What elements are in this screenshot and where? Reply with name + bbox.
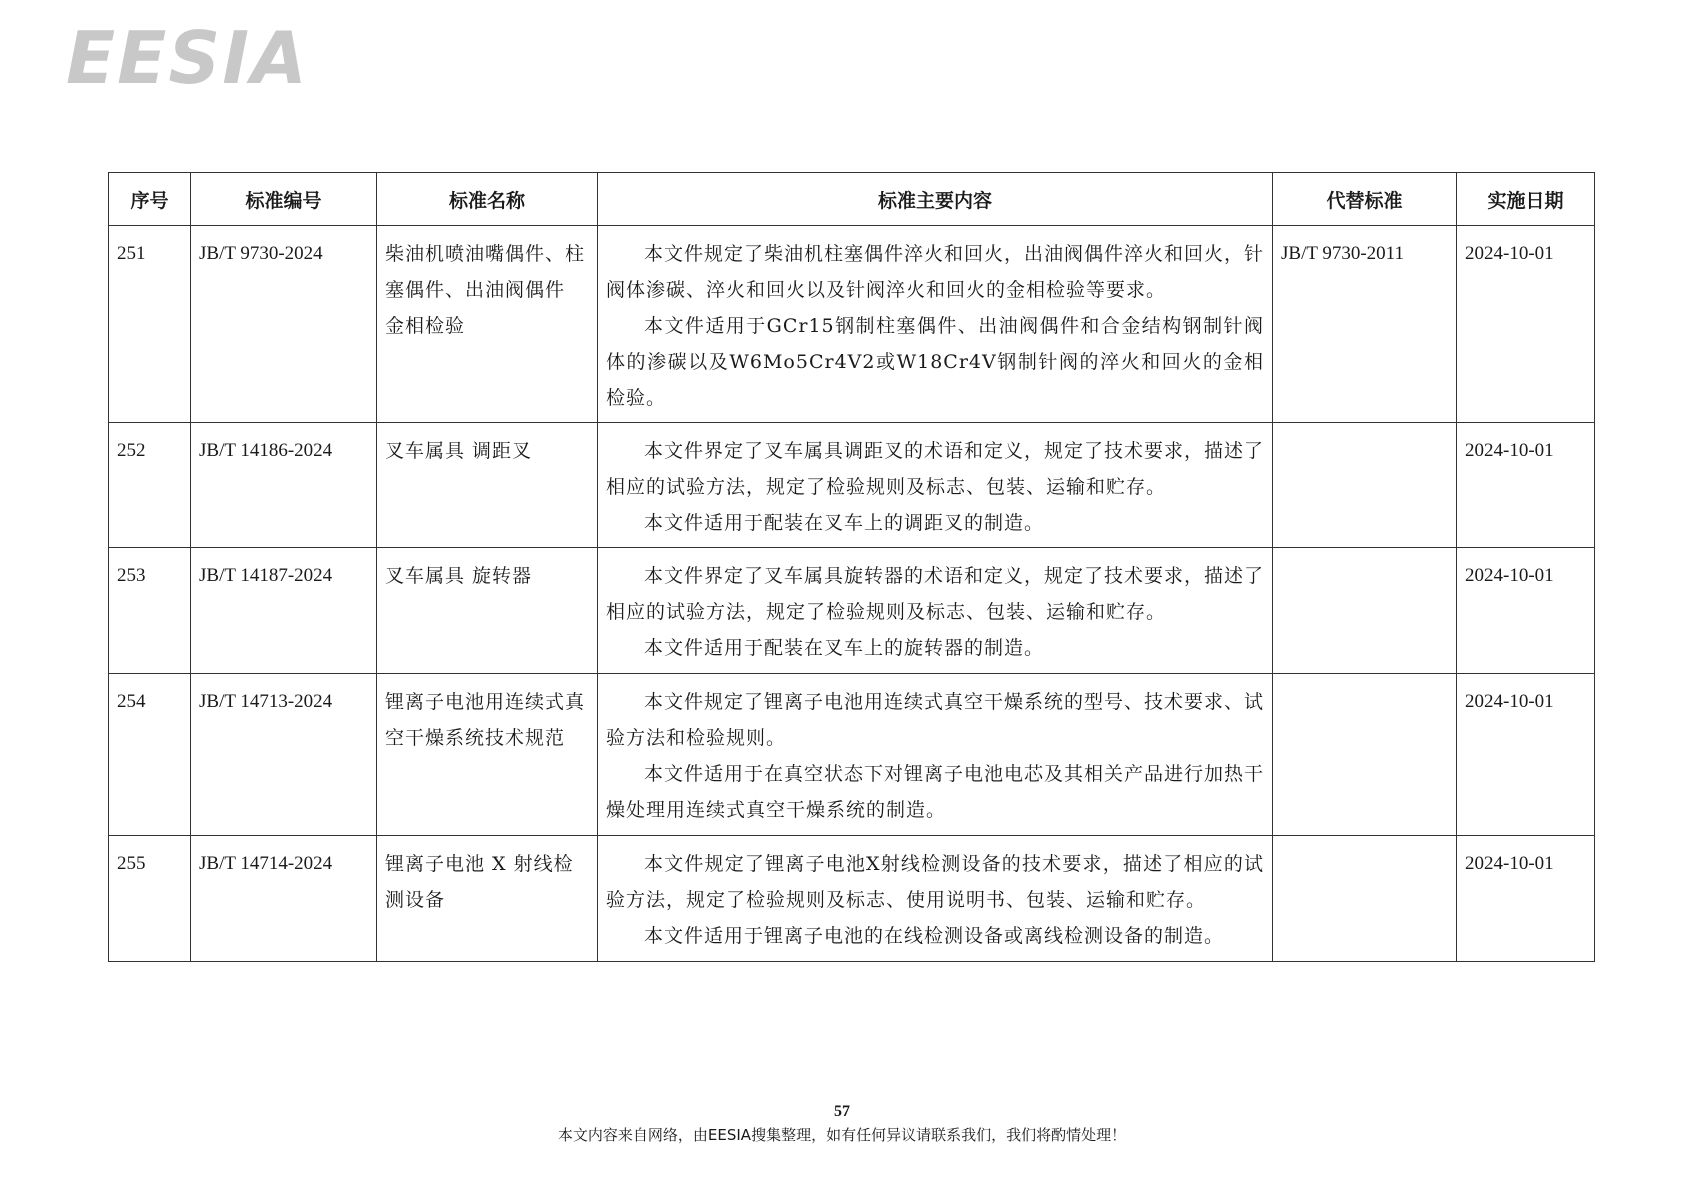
row-replaced-standard <box>1273 548 1457 674</box>
header-standard-code: 标准编号 <box>191 173 377 226</box>
row-replaced-standard <box>1273 423 1457 548</box>
row-main-content <box>598 423 1273 548</box>
content-paragraph: 本文件界定了叉车属具调距叉的术语和定义，规定了技术要求，描述了相应的试验方法，规定了检验规则及标志、包装、运输和贮存。 <box>606 440 1265 498</box>
content-paragraph: 本文件规定了锂离子电池X射线检测设备的技术要求，描述了相应的试验方法，规定了检验规则及标志、使用说明书、包装、运输和贮存。 <box>606 853 1264 911</box>
header-standard-name: 标准名称 <box>377 173 598 226</box>
header-number: 序号 <box>109 173 191 226</box>
header-main-content: 标准主要内容 <box>598 173 1273 226</box>
row-standard-code: JB/T 14186-2024 <box>191 423 377 548</box>
content-paragraph: 本文件适用于配装在叉车上的调距叉的制造。 <box>644 512 1045 534</box>
row-number: 253 <box>109 548 191 674</box>
table-row <box>109 423 1595 548</box>
row-effective-date: 2024-10-01 <box>1457 423 1595 548</box>
row-standard-name: 叉车属具 旋转器 <box>377 548 598 674</box>
table-header-row <box>109 173 1595 226</box>
row-standard-code: JB/T 14187-2024 <box>191 548 377 674</box>
table-row <box>109 836 1595 962</box>
row-effective-date: 2024-10-01 <box>1457 548 1595 674</box>
row-number: 255 <box>109 836 191 962</box>
page-number: 57 <box>834 1103 850 1120</box>
row-standard-code: JB/T 9730-2024 <box>191 226 377 423</box>
row-main-content <box>598 226 1273 423</box>
table-row <box>109 674 1595 836</box>
content-paragraph: 本文件适用于在真空状态下对锂离子电池电芯及其相关产品进行加热干燥处理用连续式真空干燥系统的制造。 <box>606 763 1265 821</box>
row-standard-name: 锂离子电池用连续式真空干燥系统技术规范 <box>377 674 598 836</box>
row-replaced-standard <box>1273 836 1457 962</box>
row-main-content <box>598 674 1273 836</box>
eesia-logo: EESIA <box>66 16 309 100</box>
row-number: 252 <box>109 423 191 548</box>
content-paragraph: 本文件界定了叉车属具旋转器的术语和定义，规定了技术要求，描述了相应的试验方法，规定了检验规则及标志、包装、运输和贮存。 <box>606 565 1265 623</box>
row-number: 251 <box>109 226 191 423</box>
row-effective-date: 2024-10-01 <box>1457 226 1595 423</box>
row-standard-name: 叉车属具 调距叉 <box>377 423 598 548</box>
table-row <box>109 226 1595 423</box>
header-replaced-standard: 代替标准 <box>1273 173 1457 226</box>
standards-table <box>108 172 1595 962</box>
row-replaced-standard <box>1273 674 1457 836</box>
row-main-content <box>598 548 1273 674</box>
table-row <box>109 548 1595 674</box>
row-standard-name: 柴油机喷油嘴偶件、柱塞偶件、出油阀偶件 金相检验 <box>377 226 598 423</box>
row-number: 254 <box>109 674 191 836</box>
row-standard-code: JB/T 14714-2024 <box>191 836 377 962</box>
row-standard-name: 锂离子电池 X 射线检测设备 <box>377 836 598 962</box>
header-effective-date: 实施日期 <box>1457 173 1595 226</box>
row-main-content <box>598 836 1273 962</box>
row-standard-code: JB/T 14713-2024 <box>191 674 377 836</box>
content-paragraph: 本文件适用于配装在叉车上的旋转器的制造。 <box>644 637 1045 659</box>
content-paragraph: 本文件规定了锂离子电池用连续式真空干燥系统的型号、技术要求、试验方法和检验规则。 <box>606 691 1265 749</box>
row-replaced-standard: JB/T 9730-2011 <box>1273 226 1457 423</box>
content-paragraph: 本文件规定了柴油机柱塞偶件淬火和回火，出油阀偶件淬火和回火，针阀体渗碳、淬火和回火以及针阀淬火和回火的金相检验等要求。 <box>606 243 1265 301</box>
row-effective-date: 2024-10-01 <box>1457 836 1595 962</box>
row-effective-date: 2024-10-01 <box>1457 674 1595 836</box>
footer-disclaimer: 本文内容来自网络，由EESIA搜集整理，如有任何异议请联系我们，我们将酌情处理！ <box>557 1126 1127 1144</box>
content-paragraph: 本文件适用于GCr15钢制柱塞偶件、出油阀偶件和合金结构钢制针阀体的渗碳以及W6Mo5Cr4V2或W18Cr4V钢制针阀的淬火和回火的金相检验。 <box>606 315 1264 409</box>
content-paragraph: 本文件适用于锂离子电池的在线检测设备或离线检测设备的制造。 <box>644 925 1225 947</box>
